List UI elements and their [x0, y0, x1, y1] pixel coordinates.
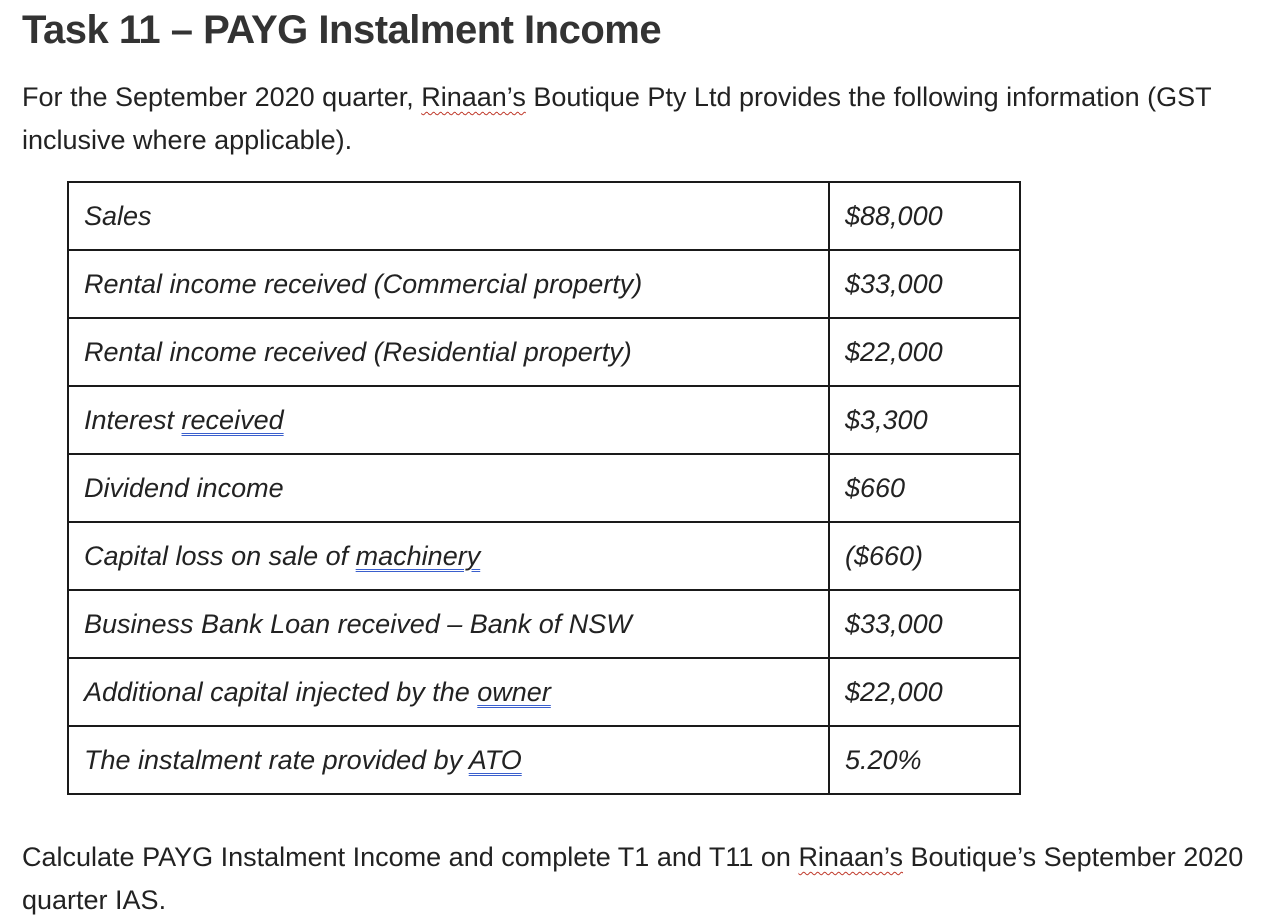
closing-text-start: Calculate PAYG Instalment Income and complete T1 and T11 on: [22, 842, 799, 872]
row-amount: $22,000: [829, 658, 1020, 726]
row-label-text: Interest: [84, 404, 182, 435]
row-label-text: Capital loss on sale of: [84, 540, 356, 571]
table-row: [68, 522, 1020, 590]
row-label: Rental income received (Residential property): [68, 318, 829, 386]
spelling-flagged-word[interactable]: Rinaan’s: [421, 82, 526, 112]
row-amount: $88,000: [829, 182, 1020, 250]
table-row: [68, 726, 1020, 794]
spelling-flagged-word[interactable]: Rinaan’s: [798, 842, 904, 872]
grammar-flagged-word[interactable]: owner: [477, 676, 551, 707]
closing-instruction: [22, 836, 1257, 922]
table-row: [68, 182, 1020, 250]
row-label: [68, 726, 829, 794]
grammar-flagged-word[interactable]: ATO: [468, 744, 522, 775]
row-amount: $33,000: [829, 590, 1020, 658]
intro-text-end: Boutique Pty Ltd provides the following information (GST inclusive where applicable).: [22, 82, 1212, 155]
intro-text-start: For the September 2020 quarter,: [22, 82, 422, 112]
table-row: [68, 658, 1020, 726]
income-information-table: [67, 181, 1021, 795]
row-amount: $3,300: [829, 386, 1020, 454]
table-row: [68, 590, 1020, 658]
row-label: Sales: [68, 182, 829, 250]
table-row: [68, 318, 1020, 386]
row-label: Rental income received (Commercial property): [68, 250, 829, 318]
row-label: Business Bank Loan received – Bank of NSW: [68, 590, 829, 658]
row-label-text: The instalment rate provided by: [84, 744, 469, 775]
row-label: [68, 658, 829, 726]
grammar-flagged-word[interactable]: received: [181, 404, 284, 435]
row-label-text: Additional capital injected by the: [84, 676, 478, 707]
row-label: [68, 522, 829, 590]
row-amount: $660: [829, 454, 1020, 522]
row-amount: ($660): [829, 522, 1020, 590]
grammar-flagged-word[interactable]: machinery: [355, 540, 481, 571]
closing-text-end: Boutique’s September 2020 quarter IAS.: [22, 842, 1244, 915]
table-row: [68, 250, 1020, 318]
row-label: [68, 386, 829, 454]
row-amount: $22,000: [829, 318, 1020, 386]
row-amount: $33,000: [829, 250, 1020, 318]
page-title: Task 11 – PAYG Instalment Income: [22, 8, 662, 52]
row-label: Dividend income: [68, 454, 829, 522]
intro-paragraph: [22, 76, 1247, 162]
table-row: [68, 454, 1020, 522]
table-row: [68, 386, 1020, 454]
row-amount: 5.20%: [829, 726, 1020, 794]
